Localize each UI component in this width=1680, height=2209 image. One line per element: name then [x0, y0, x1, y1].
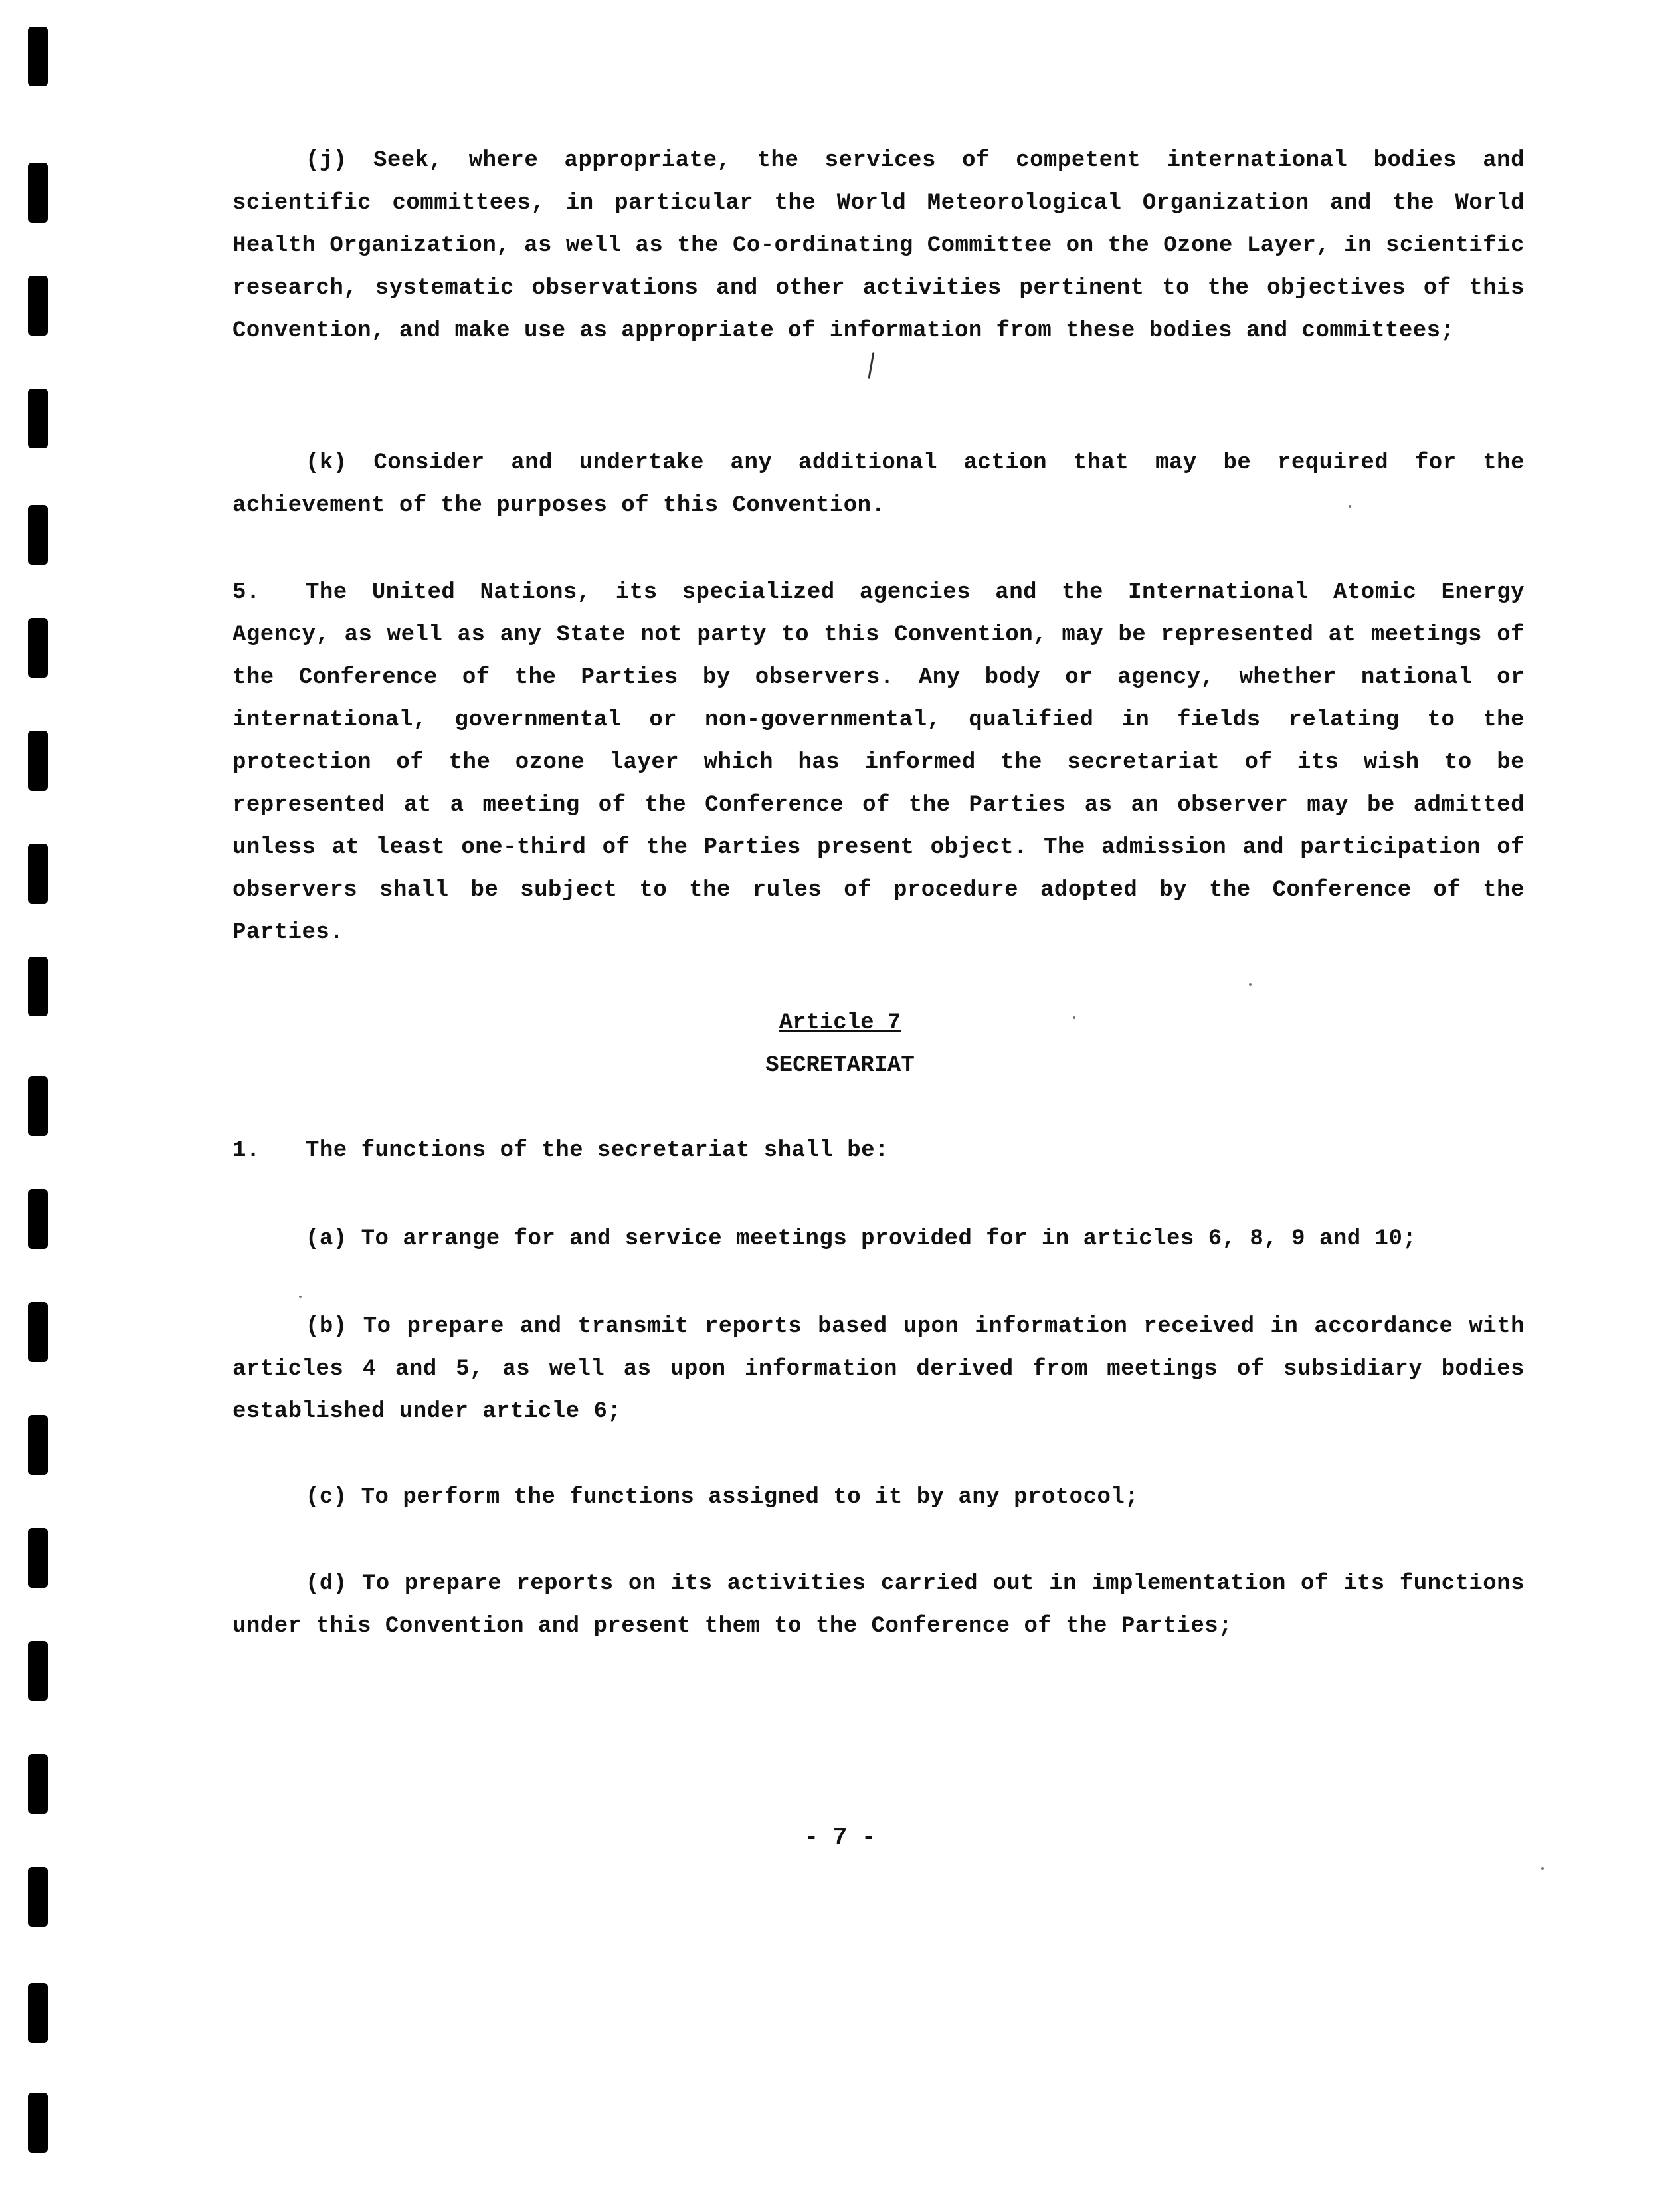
section-1-intro-text: The functions of the secretariat shall be: [306, 1138, 889, 1163]
punch-hole [28, 27, 48, 86]
item-c: (c) To perform the functions assigned to it by any protocol; [306, 1485, 1139, 1510]
punch-hole [28, 1754, 48, 1814]
paragraph-5 [233, 571, 1525, 954]
article-subtitle: SECRETARIAT [765, 1053, 915, 1078]
punch-hole [28, 731, 48, 791]
punch-hole [28, 1867, 48, 1927]
punch-hole [28, 2093, 48, 2153]
scan-speck [1073, 1016, 1075, 1019]
page-number: - 7 - [804, 1824, 876, 1851]
paragraph-k: (k) Consider and undertake any additional action that may be required for the achievement of the purposes of this Convention. [233, 450, 1525, 518]
item-d: (d) To prepare reports on its activities carried out in implementation of its functions under this Convention and present them to the Conference of the Parties; [233, 1571, 1525, 1639]
punch-hole [28, 1415, 48, 1475]
scan-speck [299, 1296, 302, 1298]
section-1-number: 1. [233, 1138, 260, 1163]
scan-mark [868, 352, 875, 379]
punch-hole [28, 276, 48, 336]
article-heading [0, 1002, 1680, 1087]
punch-hole [28, 618, 48, 678]
scan-speck [1249, 983, 1252, 986]
punch-hole [28, 505, 48, 565]
article-title: Article 7 [779, 1010, 901, 1036]
punch-hole [28, 1189, 48, 1249]
punch-hole [28, 1302, 48, 1362]
item-a: (a) To arrange for and service meetings provided for in articles 6, 8, 9 and 10; [306, 1226, 1417, 1252]
binder-punch-holes [28, 0, 54, 2209]
punch-hole [28, 163, 48, 223]
scan-speck [1349, 505, 1351, 508]
punch-hole [28, 844, 48, 904]
paragraph-j: (j) Seek, where appropriate, the services of competent international bodies and scientific committees, in particular the World Meteorological Organization and the World Health Organization, as well as the Co-ordinating Committee on the Ozone Layer, in scientific research, systematic observations and other activities pertinent to the objectives of this Convention, and make use as appropriate of information from these bodies and committees; [233, 148, 1525, 343]
punch-hole [28, 1641, 48, 1701]
scan-speck [1541, 1867, 1544, 1870]
punch-hole [28, 1983, 48, 2043]
punch-hole [28, 389, 48, 448]
paragraph-5-number: 5. [233, 580, 260, 605]
punch-hole [28, 1528, 48, 1588]
paragraph-5-text: The United Nations, its specialized agencies and the International Atomic Energy Agency, as well as any State not party to this Convention, may be represented at meetings of the Conference of the Parties by observers. Any body or agency, whether national or international, governmental or non-governmental, qualified in fields relating to the protection of the ozone layer which has informed the secretariat of its wish to be represented at a meeting of the Conference of the Parties as an observer may be admitted unless at least one-third of the Parties present object. The admission and participation of observers shall be subject to the rules of procedure adopted by the Conference of the Parties. [233, 580, 1525, 945]
section-1-intro [233, 1129, 1525, 1172]
item-b: (b) To prepare and transmit reports based upon information received in accordance with articles 4 and 5, as well as upon information derived from meetings of subsidiary bodies established under article 6; [233, 1314, 1525, 1424]
